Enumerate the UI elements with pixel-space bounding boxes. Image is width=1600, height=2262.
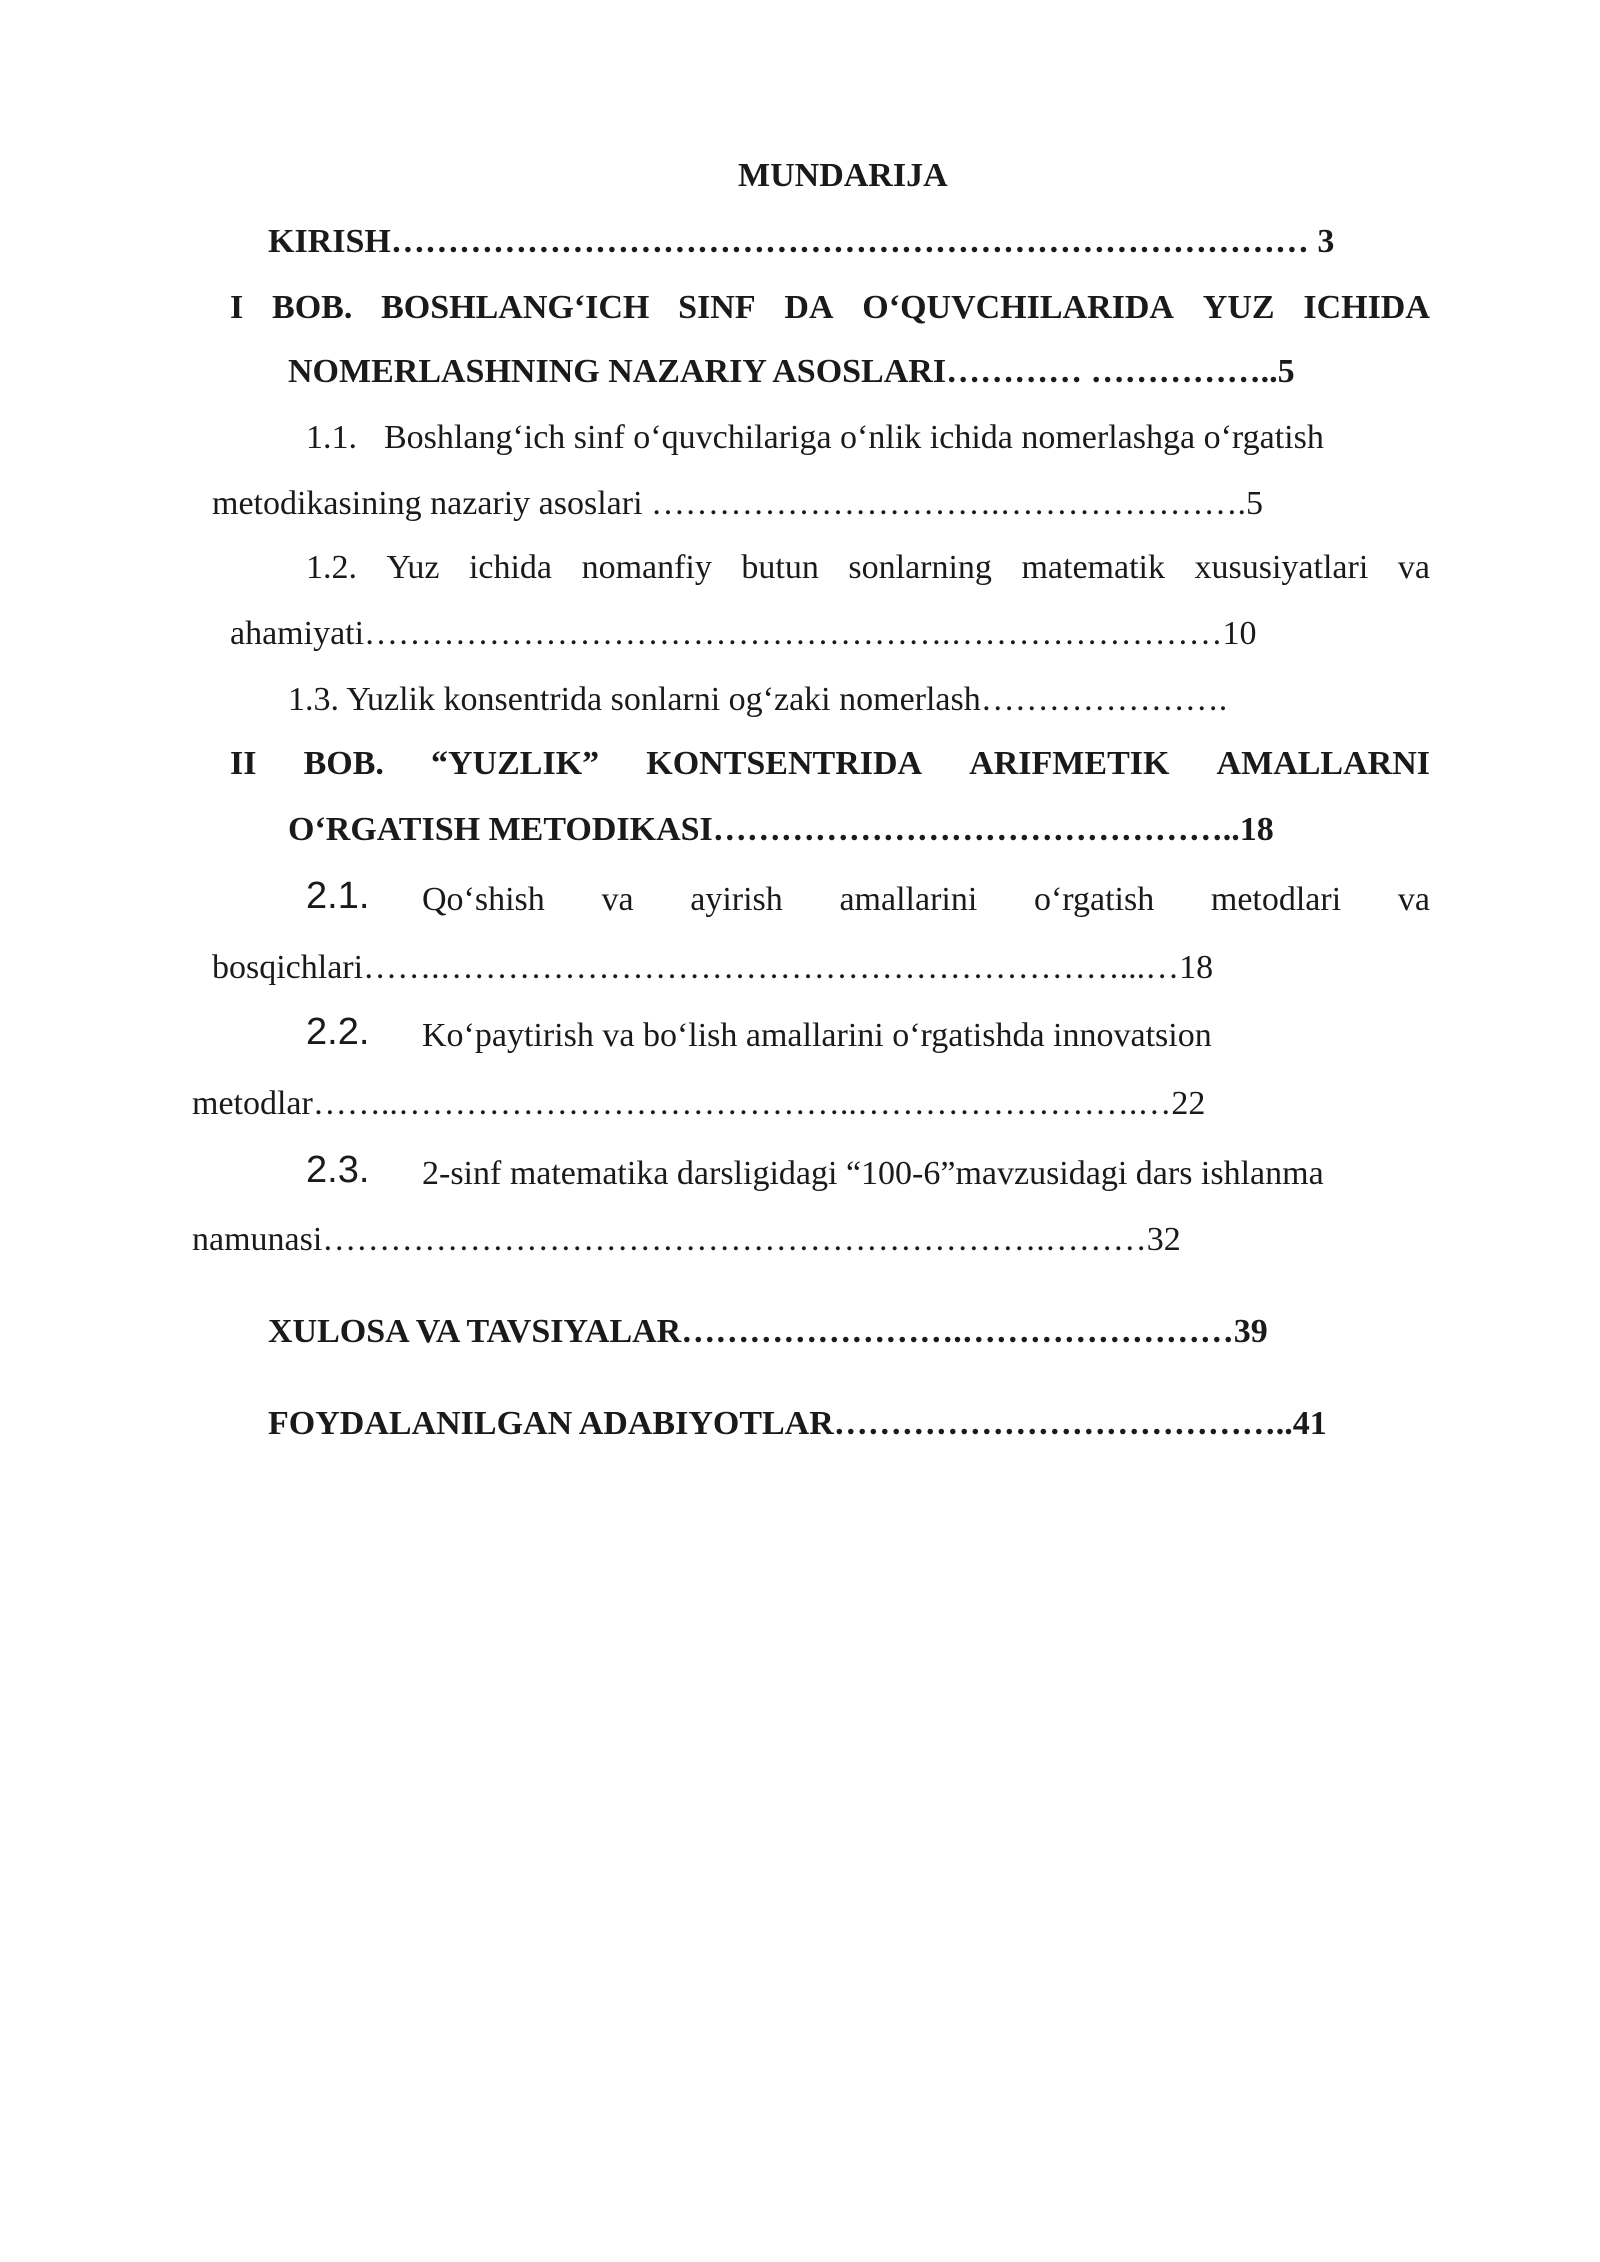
toc-chapter2-line1 [230,744,1430,784]
toc-section-1-3: 1.3. Yuzlik konsentrida sonlarni og‘zaki nomerlash…………………. [288,681,1228,718]
toc-section-2-1-number: 2.1. [306,875,370,917]
toc-section-2-1-word: o‘rgatish [1033,881,1155,918]
toc-section-2-1-word: metodlari [1210,881,1342,918]
toc-section-2-3-number: 2.3. [306,1149,370,1191]
toc-chapter2-word: II [230,745,257,782]
toc-chapter1-word: BOB. [272,289,353,326]
page-title: MUNDARIJA [738,157,948,194]
toc-entry-references: FOYDALANILGAN ADABIYOTLAR…………………………………..41 [268,1405,1327,1442]
toc-chapter2-word: KONTSENTRIDA [646,745,923,782]
toc-chapter1-word: O‘QUVCHILARIDA [862,289,1174,326]
toc-section-2-3-line1: 2-sinf matematika darsligidagi “100-6”mavzusidagi dars ishlanma [422,1155,1324,1192]
toc-chapter2-word: “YUZLIK” [431,745,600,782]
toc-chapter1-word: DA [784,289,834,326]
toc-chapter2-word: BOB. [303,745,384,782]
toc-section-2-1-word: va [601,881,634,918]
toc-section-1-1-line2: metodikasining nazariy asoslari ………………………….………………….5 [212,485,1264,522]
toc-section-1-2-word: matematik [1021,549,1165,586]
toc-section-2-2-line2: metodlar……..…………………………………..…………………….…22 [192,1085,1206,1122]
toc-section-2-1-word: va [1397,881,1430,918]
toc-chapter2-word: ARIFMETIK [969,745,1170,782]
toc-chapter1-word: BOSHLANG‘ICH [381,289,650,326]
toc-section-2-1-line2: bosqichlari…….……………………………………………………...…18 [212,949,1214,986]
toc-entry-conclusion: XULOSA VA TAVSIYALAR…………………….……………………39 [268,1313,1268,1350]
toc-chapter2-word: AMALLARNI [1216,745,1430,782]
toc-section-2-1-word: amallarini [839,881,978,918]
toc-section-2-2-number: 2.2. [306,1011,370,1053]
toc-chapter1-word: SINF [678,289,756,326]
toc-chapter1-word: YUZ [1202,289,1275,326]
toc-chapter1-word: I [230,289,244,326]
toc-chapter1-line2: NOMERLASHNING NAZARIY ASOSLARI………… ……………..5 [288,353,1295,390]
toc-section-1-2-word: nomanfiy [581,549,712,586]
toc-section-2-1-line1 [422,880,1430,920]
toc-chapter1-word: ICHIDA [1303,289,1430,326]
toc-section-1-2-line2: ahamiyati…………………………………………….……………………10 [230,615,1257,652]
toc-section-1-2-word: ichida [468,549,553,586]
toc-section-2-2-line1: Ko‘paytirish va bo‘lish amallarini o‘rgatishda innovatsion [422,1017,1212,1054]
toc-section-2-1-word: ayirish [690,881,783,918]
toc-section-2-3-line2: namunasi……………………………………………………….………32 [192,1221,1181,1258]
toc-chapter2-line2: O‘RGATISH METODIKASI………………………………………..18 [288,811,1274,848]
toc-section-1-2-line1 [306,548,1430,588]
toc-section-1-2-word: Yuz [386,549,440,586]
toc-section-1-2-word: sonlarning [848,549,992,586]
toc-section-1-2-word: va [1397,549,1430,586]
toc-section-2-1-word: Qo‘shish [422,881,545,918]
toc-entry-intro: KIRISH……………………………………………………………………… 3 [268,223,1335,260]
toc-section-1-2-word: butun [741,549,819,586]
toc-chapter1-line1 [230,288,1430,328]
toc-section-1-1-number: 1.1. [306,419,357,456]
toc-section-1-2-word: xususiyatlari [1194,549,1369,586]
toc-section-1-2-word: 1.2. [306,549,357,586]
toc-section-1-1-line1: Boshlang‘ich sinf o‘quvchilariga o‘nlik ichida nomerlashga o‘rgatish [384,419,1324,456]
